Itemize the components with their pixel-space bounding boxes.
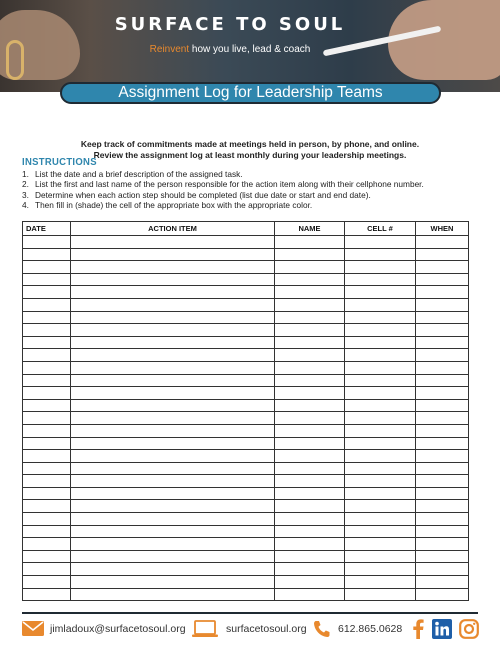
table-cell-when[interactable]: [416, 412, 469, 425]
table-cell-date[interactable]: [23, 399, 71, 412]
table-cell-cell[interactable]: [345, 349, 416, 362]
table-row: [23, 286, 469, 299]
table-cell-action-item[interactable]: [71, 273, 275, 286]
table-cell-date[interactable]: [23, 588, 71, 601]
linkedin-icon[interactable]: [432, 619, 452, 639]
table-row: [23, 261, 469, 274]
table-row: [23, 399, 469, 412]
table-cell-date[interactable]: [23, 525, 71, 538]
table-cell-date[interactable]: [23, 576, 71, 589]
table-cell-when[interactable]: [416, 336, 469, 349]
brand-name: SURFACE TO SOUL: [114, 14, 346, 35]
instruction-number: 2.: [22, 179, 29, 190]
table-row: [23, 298, 469, 311]
table-cell-cell[interactable]: [345, 550, 416, 563]
table-cell-when[interactable]: [416, 576, 469, 589]
table-row: [23, 248, 469, 261]
tagline-accent: Reinvent: [149, 44, 190, 55]
column-header-date: DATE: [23, 222, 71, 236]
table-cell-name[interactable]: [275, 349, 345, 362]
table-row: [23, 588, 469, 601]
table-row: [23, 563, 469, 576]
table-row: [23, 525, 469, 538]
table-cell-when[interactable]: [416, 361, 469, 374]
table-cell-date[interactable]: [23, 563, 71, 576]
table-cell-name[interactable]: [275, 324, 345, 337]
table-cell-cell[interactable]: [345, 412, 416, 425]
table-cell-cell[interactable]: [345, 437, 416, 450]
table-row: [23, 361, 469, 374]
table-cell-date[interactable]: [23, 412, 71, 425]
table-cell-date[interactable]: [23, 324, 71, 337]
instruction-text: List the first and last name of the person responsible for the action item along with their cellphone number.: [35, 179, 424, 190]
table-cell-when[interactable]: [416, 236, 469, 249]
table-cell-name[interactable]: [275, 399, 345, 412]
table-cell-name[interactable]: [275, 550, 345, 563]
table-cell-name[interactable]: [275, 412, 345, 425]
table-cell-name[interactable]: [275, 487, 345, 500]
table-cell-when[interactable]: [416, 324, 469, 337]
table-cell-cell[interactable]: [345, 387, 416, 400]
table-cell-cell[interactable]: [345, 475, 416, 488]
footer: [0, 616, 500, 644]
phone-icon: [313, 620, 330, 638]
table-row: [23, 324, 469, 337]
footer-divider: [22, 612, 478, 614]
table-row: [23, 500, 469, 513]
table-cell-date[interactable]: [23, 286, 71, 299]
page-title: Assignment Log for Leadership Teams: [60, 82, 441, 104]
table-cell-name[interactable]: [275, 437, 345, 450]
table-cell-date[interactable]: [23, 387, 71, 400]
instruction-number: 4.: [22, 200, 29, 211]
intro-line-1: Keep track of commitments made at meetings held in person, by phone, and online.: [80, 139, 420, 149]
tagline-rest: how you live, lead & coach: [189, 44, 311, 55]
table-cell-when[interactable]: [416, 450, 469, 463]
table-row: [23, 513, 469, 526]
table-cell-action-item[interactable]: [71, 324, 275, 337]
table-cell-name[interactable]: [275, 286, 345, 299]
table-cell-when[interactable]: [416, 550, 469, 563]
table-cell-cell[interactable]: [345, 538, 416, 551]
table-cell-action-item[interactable]: [71, 550, 275, 563]
table-cell-action-item[interactable]: [71, 361, 275, 374]
table-row: [23, 273, 469, 286]
table-row: [23, 487, 469, 500]
table-cell-name[interactable]: [275, 387, 345, 400]
table-cell-cell[interactable]: [345, 424, 416, 437]
table-cell-cell[interactable]: [345, 563, 416, 576]
table-cell-name[interactable]: [275, 576, 345, 589]
table-cell-date[interactable]: [23, 336, 71, 349]
table-cell-name[interactable]: [275, 462, 345, 475]
instruction-text: List the date and a brief description of the assigned task.: [35, 169, 243, 179]
table-cell-cell[interactable]: [345, 462, 416, 475]
table-cell-when[interactable]: [416, 588, 469, 601]
table-cell-action-item[interactable]: [71, 387, 275, 400]
table-cell-name[interactable]: [275, 273, 345, 286]
laptop-icon: [192, 620, 218, 638]
column-header-name: NAME: [275, 222, 345, 236]
instruction-text: Then fill in (shade) the cell of the appropriate box with the appropriate color.: [35, 200, 313, 211]
table-cell-when[interactable]: [416, 261, 469, 274]
table-cell-action-item[interactable]: [71, 437, 275, 450]
table-cell-date[interactable]: [23, 500, 71, 513]
table-cell-name[interactable]: [275, 525, 345, 538]
table-cell-date[interactable]: [23, 550, 71, 563]
table-cell-action-item[interactable]: [71, 248, 275, 261]
table-cell-action-item[interactable]: [71, 487, 275, 500]
table-cell-name[interactable]: [275, 475, 345, 488]
table-cell-name[interactable]: [275, 298, 345, 311]
footer-phone[interactable]: 612.865.0628: [338, 623, 403, 635]
instruction-item: [22, 169, 482, 179]
table-cell-date[interactable]: [23, 361, 71, 374]
table-cell-when[interactable]: [416, 273, 469, 286]
table-cell-action-item[interactable]: [71, 513, 275, 526]
table-cell-when[interactable]: [416, 424, 469, 437]
table-row: [23, 349, 469, 362]
table-row: [23, 374, 469, 387]
table-cell-action-item[interactable]: [71, 374, 275, 387]
table-row: [23, 550, 469, 563]
instructions-list: [22, 169, 482, 211]
table-cell-when[interactable]: [416, 286, 469, 299]
table-cell-cell[interactable]: [345, 450, 416, 463]
table-cell-when[interactable]: [416, 374, 469, 387]
column-header-action-item: ACTION ITEM: [71, 222, 275, 236]
table-row: [23, 236, 469, 249]
footer-website[interactable]: surfacetosoul.org: [226, 623, 307, 635]
table-cell-cell[interactable]: [345, 487, 416, 500]
table-row: [23, 311, 469, 324]
table-cell-name[interactable]: [275, 311, 345, 324]
table-cell-date[interactable]: [23, 298, 71, 311]
table-cell-name[interactable]: [275, 424, 345, 437]
table-cell-name[interactable]: [275, 588, 345, 601]
table-cell-cell[interactable]: [345, 513, 416, 526]
table-cell-name[interactable]: [275, 336, 345, 349]
table-cell-date[interactable]: [23, 261, 71, 274]
table-cell-when[interactable]: [416, 298, 469, 311]
table-cell-cell[interactable]: [345, 273, 416, 286]
table-cell-action-item[interactable]: [71, 298, 275, 311]
instruction-item: [22, 200, 482, 210]
table-cell-when[interactable]: [416, 462, 469, 475]
table-cell-when[interactable]: [416, 311, 469, 324]
table-cell-action-item[interactable]: [71, 450, 275, 463]
instruction-number: 3.: [22, 189, 29, 200]
table-cell-when[interactable]: [416, 349, 469, 362]
intro-line-2: Review the assignment log at least monthly during your leadership meetings.: [93, 149, 407, 160]
table-cell-date[interactable]: [23, 513, 71, 526]
table-cell-name[interactable]: [275, 450, 345, 463]
table-cell-date[interactable]: [23, 236, 71, 249]
table-cell-when[interactable]: [416, 487, 469, 500]
table-row: [23, 336, 469, 349]
table-row: [23, 462, 469, 475]
table-row: [23, 538, 469, 551]
table-cell-name[interactable]: [275, 374, 345, 387]
table-cell-cell[interactable]: [345, 248, 416, 261]
table-row: [23, 387, 469, 400]
table-cell-name[interactable]: [275, 261, 345, 274]
table-cell-when[interactable]: [416, 563, 469, 576]
table-cell-name[interactable]: [275, 563, 345, 576]
table-cell-action-item[interactable]: [71, 424, 275, 437]
table-cell-name[interactable]: [275, 538, 345, 551]
table-cell-date[interactable]: [23, 273, 71, 286]
table-cell-when[interactable]: [416, 513, 469, 526]
table-cell-action-item[interactable]: [71, 475, 275, 488]
instructions-heading: INSTRUCTIONS: [22, 156, 97, 169]
footer-email[interactable]: jimladoux@surfacetosoul.org: [50, 623, 186, 635]
table-cell-date[interactable]: [23, 349, 71, 362]
table-cell-when[interactable]: [416, 399, 469, 412]
table-cell-action-item[interactable]: [71, 286, 275, 299]
table-cell-date[interactable]: [23, 487, 71, 500]
assignment-log-table: [22, 221, 469, 601]
table-cell-date[interactable]: [23, 538, 71, 551]
table-cell-action-item[interactable]: [71, 576, 275, 589]
table-cell-action-item[interactable]: [71, 236, 275, 249]
instruction-item: [22, 179, 482, 189]
facebook-icon[interactable]: [411, 619, 425, 639]
table-cell-when[interactable]: [416, 525, 469, 538]
table-cell-name[interactable]: [275, 513, 345, 526]
table-cell-cell[interactable]: [345, 261, 416, 274]
table-cell-name[interactable]: [275, 248, 345, 261]
table-cell-action-item[interactable]: [71, 261, 275, 274]
table-cell-date[interactable]: [23, 424, 71, 437]
envelope-icon: [22, 621, 44, 636]
instagram-icon[interactable]: [459, 619, 479, 639]
table-cell-cell[interactable]: [345, 576, 416, 589]
table-cell-date[interactable]: [23, 374, 71, 387]
table-cell-date[interactable]: [23, 475, 71, 488]
table-cell-name[interactable]: [275, 361, 345, 374]
instruction-number: 1.: [22, 169, 29, 179]
table-cell-cell[interactable]: [345, 399, 416, 412]
table-row: [23, 475, 469, 488]
table-cell-date[interactable]: [23, 311, 71, 324]
table-cell-name[interactable]: [275, 236, 345, 249]
table-row: [23, 412, 469, 425]
table-cell-date[interactable]: [23, 450, 71, 463]
table-cell-cell[interactable]: [345, 525, 416, 538]
table-cell-action-item[interactable]: [71, 336, 275, 349]
table-header-row: [23, 222, 469, 236]
table-cell-cell[interactable]: [345, 588, 416, 601]
column-header-when: WHEN: [416, 222, 469, 236]
header-banner: [0, 0, 500, 92]
table-cell-when[interactable]: [416, 538, 469, 551]
hand-photo-right: [388, 0, 500, 80]
table-cell-cell[interactable]: [345, 298, 416, 311]
table-cell-when[interactable]: [416, 387, 469, 400]
table-row: [23, 424, 469, 437]
table-cell-cell[interactable]: [345, 336, 416, 349]
column-header-cell: CELL #: [345, 222, 416, 236]
table-cell-date[interactable]: [23, 462, 71, 475]
instruction-item: [22, 190, 482, 200]
table-cell-cell[interactable]: [345, 361, 416, 374]
table-cell-action-item[interactable]: [71, 500, 275, 513]
table-row: [23, 437, 469, 450]
table-cell-action-item[interactable]: [71, 588, 275, 601]
table-row: [23, 576, 469, 589]
table-cell-action-item[interactable]: [71, 525, 275, 538]
table-cell-name[interactable]: [275, 500, 345, 513]
table-cell-cell[interactable]: [345, 324, 416, 337]
table-cell-when[interactable]: [416, 437, 469, 450]
table-cell-cell[interactable]: [345, 286, 416, 299]
table-cell-date[interactable]: [23, 248, 71, 261]
table-cell-cell[interactable]: [345, 311, 416, 324]
table-row: [23, 450, 469, 463]
table-cell-action-item[interactable]: [71, 399, 275, 412]
instruction-text: Determine when each action step should be completed (list due date or start and end date).: [35, 189, 371, 200]
table-cell-action-item[interactable]: [71, 311, 275, 324]
table-cell-when[interactable]: [416, 248, 469, 261]
table-cell-cell[interactable]: [345, 500, 416, 513]
table-cell-cell[interactable]: [345, 236, 416, 249]
table-body: [23, 236, 469, 601]
table-cell-cell[interactable]: [345, 374, 416, 387]
table-cell-action-item[interactable]: [71, 538, 275, 551]
tagline: [0, 44, 460, 55]
table-cell-action-item[interactable]: [71, 563, 275, 576]
table-cell-action-item[interactable]: [71, 412, 275, 425]
table-cell-action-item[interactable]: [71, 349, 275, 362]
table-cell-action-item[interactable]: [71, 462, 275, 475]
table-cell-date[interactable]: [23, 437, 71, 450]
table-cell-when[interactable]: [416, 475, 469, 488]
table-cell-when[interactable]: [416, 500, 469, 513]
